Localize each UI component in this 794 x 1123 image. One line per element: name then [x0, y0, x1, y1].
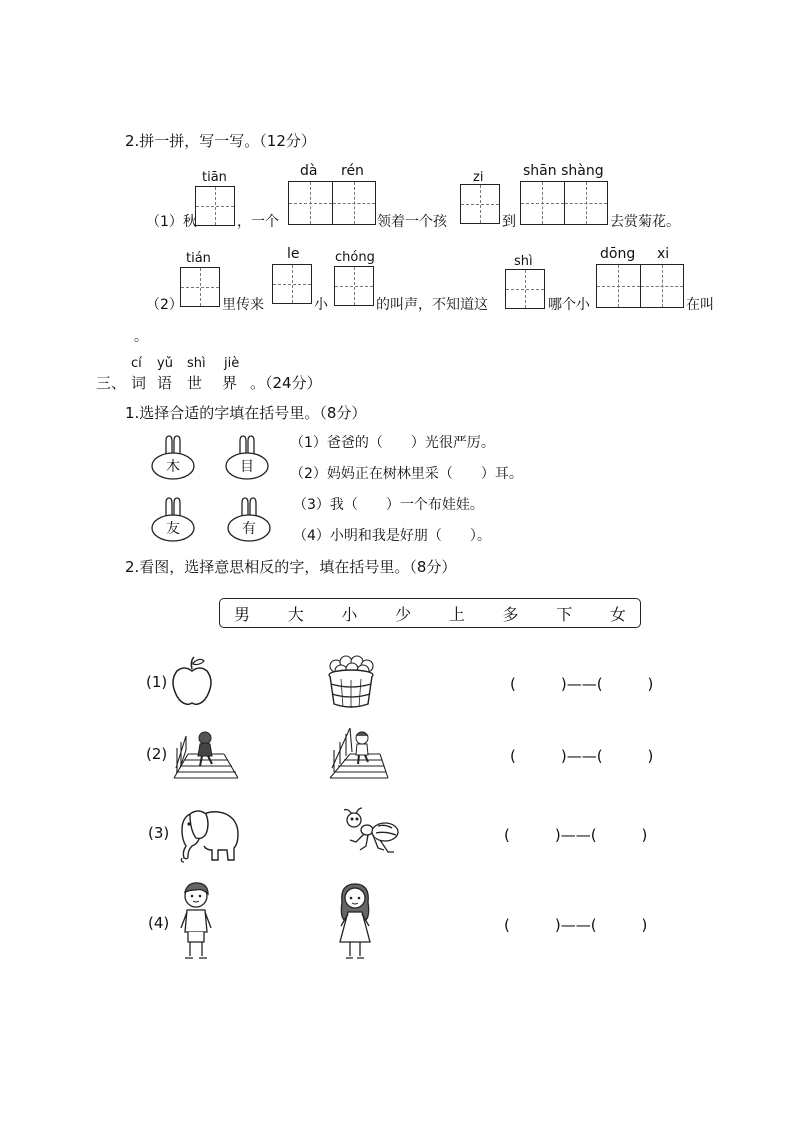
row-2-number: (2): [146, 745, 168, 763]
char-duo: 多: [502, 604, 519, 624]
answer-row-3[interactable]: ( )——( ): [504, 826, 648, 844]
choice-you-friend-label: 友: [166, 521, 180, 537]
row-3-number: (3): [148, 824, 170, 842]
writing-grid-tian[interactable]: [195, 186, 235, 226]
writing-grid-dong-xi[interactable]: [596, 264, 684, 308]
pinyin-shi2: shì: [187, 356, 206, 371]
line1-text-1: ，一个: [237, 214, 279, 230]
section-3-suffix: 。（24分）: [250, 374, 322, 392]
pinyin-tian: tiān: [202, 170, 227, 185]
line2-text-6: 。: [134, 329, 148, 345]
answer-row-4[interactable]: ( )——( ): [504, 916, 648, 934]
choice-you-have-label: 有: [242, 521, 256, 537]
fill-item-3: （3）我（ ）一个布娃娃。: [293, 497, 484, 513]
question-3-1-title: 1.选择合适的字填在括号里。（8分）: [125, 404, 367, 422]
section-3-char-ci: 词: [131, 374, 147, 392]
section-3-char-shi: 世: [187, 374, 203, 392]
section-3-char-jie: 界: [222, 374, 238, 392]
writing-grid-le[interactable]: [272, 264, 312, 304]
girl-icon: [336, 880, 374, 964]
writing-grid-zi[interactable]: [460, 184, 500, 224]
char-shang: 上: [448, 604, 465, 624]
choice-you-friend: [150, 494, 196, 544]
choice-mu-eye: [224, 432, 270, 482]
pinyin-shan-shang: shān shàng: [523, 163, 604, 179]
writing-grid-shi[interactable]: [505, 269, 545, 309]
answer-row-2[interactable]: ( )——( ): [510, 747, 654, 765]
line2-text-2: 小: [314, 297, 328, 313]
pinyin-yu: yǔ: [157, 356, 173, 371]
ant-icon: [340, 806, 404, 858]
char-nan: 男: [234, 604, 251, 624]
question-3-2-title: 2.看图，选择意思相反的字，填在括号里。（8分）: [125, 558, 457, 576]
elephant-icon: [176, 800, 242, 866]
boy-walking-upstairs-icon: [328, 722, 390, 780]
writing-grid-da-ren[interactable]: [288, 181, 376, 225]
line1-number: （1）秋: [146, 214, 197, 230]
boy-walking-downstairs-icon: [172, 728, 240, 780]
char-xia: 下: [556, 604, 573, 624]
line1-text-2: 领着一个孩: [377, 214, 447, 230]
section-3-prefix: 三、: [96, 374, 127, 392]
choice-mu-label: 木: [166, 459, 180, 475]
pinyin-da: dà: [300, 163, 318, 179]
char-shao: 少: [395, 604, 412, 624]
char-da: 大: [287, 604, 304, 624]
line2-text-1: 里传来: [222, 297, 264, 313]
section-3-char-yu: 语: [157, 374, 173, 392]
pinyin-dong: dōng: [600, 246, 636, 262]
fill-item-2: （2）妈妈正在树林里采（ ）耳。: [290, 466, 523, 482]
choice-you-have: [226, 494, 272, 544]
choice-mu: [150, 432, 196, 482]
line1-text-4: 去赏菊花。: [610, 214, 680, 230]
writing-grid-tian2[interactable]: [180, 267, 220, 307]
apple-icon: [170, 655, 214, 707]
character-bank: [219, 598, 641, 628]
pinyin-tian2: tián: [186, 251, 211, 266]
pinyin-le: le: [287, 246, 300, 262]
choice-mu-eye-label: 目: [240, 459, 254, 475]
line2-text-5: 在叫: [686, 297, 714, 313]
row-1-number: (1): [146, 673, 168, 691]
question-2-title: 2.拼一拼，写一写。（12分）: [125, 132, 316, 150]
char-nv: 女: [609, 604, 626, 624]
apple-basket-icon: [326, 652, 376, 710]
pinyin-jie: jiè: [224, 356, 240, 371]
pinyin-shi: shì: [514, 254, 533, 269]
writing-grid-shan-shang[interactable]: [520, 181, 608, 225]
line2-text-3: 的叫声，不知道这: [376, 297, 488, 313]
char-xiao: 小: [341, 604, 358, 624]
pinyin-ren: rén: [341, 163, 364, 179]
pinyin-chong: chóng: [335, 250, 375, 265]
fill-item-4: （4）小明和我是好朋（ ）。: [293, 528, 491, 544]
pinyin-xi: xi: [657, 246, 670, 262]
row-4-number: (4): [148, 914, 170, 932]
line2-text-4: 哪个小: [548, 297, 590, 313]
line1-text-3: 到: [502, 214, 516, 230]
writing-grid-chong[interactable]: [334, 266, 374, 306]
fill-item-1: （1）爸爸的（ ）光很严厉。: [290, 435, 495, 451]
boy-icon: [178, 880, 214, 964]
answer-row-1[interactable]: ( )——( ): [510, 675, 654, 693]
pinyin-ci: cí: [131, 356, 142, 371]
pinyin-zi: zi: [473, 170, 484, 185]
line2-number: （2）: [146, 297, 183, 313]
